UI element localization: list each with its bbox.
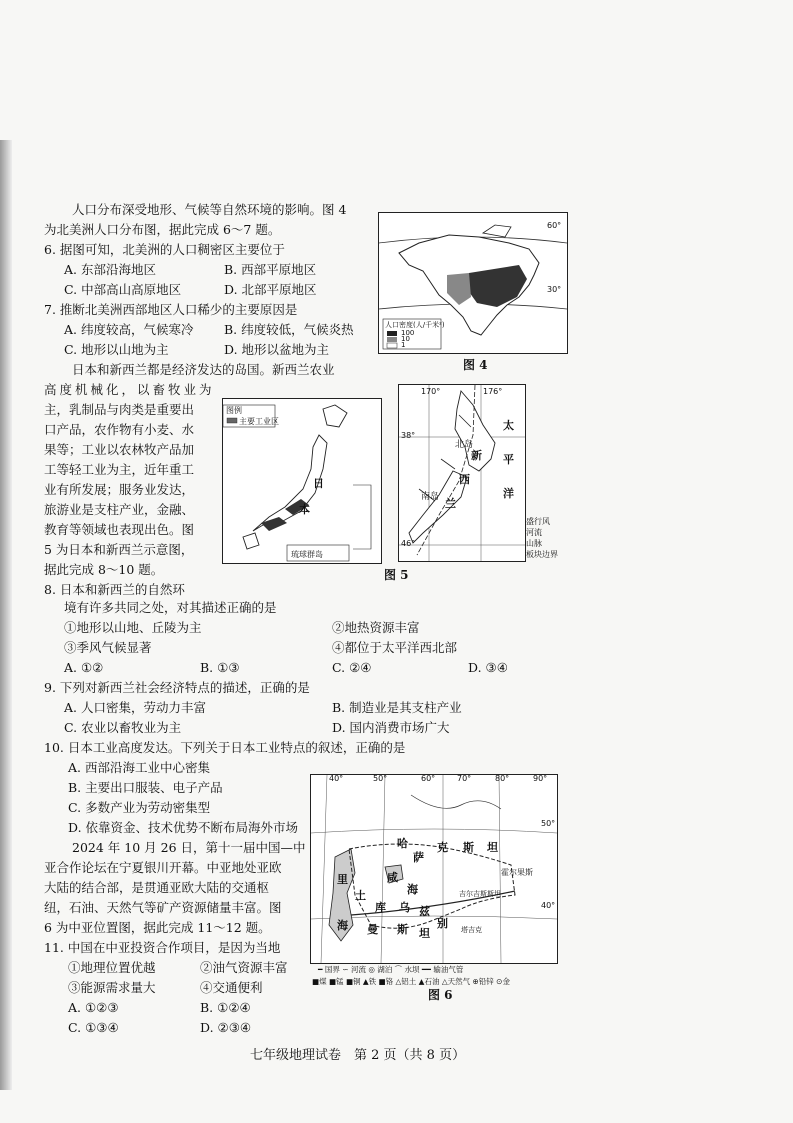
- fig6-label-tan: 坦: [487, 841, 498, 854]
- fig6-lat-50-label: 50°: [541, 819, 556, 828]
- fig6-khorgos-label: 霍尔果斯: [501, 868, 533, 877]
- fig6-label-hai2: 海: [407, 883, 418, 896]
- q10-option-b: B. 主要出口服装、电子产品: [68, 780, 223, 795]
- q8-option-b: B. ①③: [200, 660, 240, 675]
- q8-statement-1: ①地形以山地、丘陵为主: [64, 620, 202, 635]
- intro-2-line-1: 日本和新西兰都是经济发达的岛国。新西兰农业: [72, 362, 335, 377]
- fig5-japan-legend-title: 图例: [226, 406, 242, 415]
- scan-edge-shadow: [0, 140, 12, 1090]
- fig6-label-zi: 兹: [419, 905, 430, 918]
- q6-option-a: A. 东部沿海地区: [64, 262, 156, 277]
- fig6-kyrgyzstan-label: 吉尔吉斯斯坦: [459, 890, 501, 898]
- fig6-label-hai: 海: [337, 919, 348, 932]
- intro-3-line-5: 6 为中亚位置图，据此完成 11～12 题。: [44, 920, 271, 935]
- intro-2-line-10: 5 为日本和新西兰示意图，: [44, 542, 194, 557]
- fig4-lat-60-label: 60°: [547, 221, 562, 230]
- fig5-label-ben: 本: [299, 503, 310, 516]
- figure-5-new-zealand-map: [398, 384, 526, 562]
- intro-2-line-3: 主，乳制品与肉类是重要出: [44, 402, 195, 417]
- fig4-lat-30-label: 30°: [547, 285, 562, 294]
- fig6-lon-50-label: 50°: [373, 774, 388, 783]
- q8-option-d: D. ③④: [468, 660, 508, 675]
- fig5-legend-river: 河流: [526, 528, 542, 537]
- q11-option-a: A. ①②③: [68, 1000, 119, 1015]
- figure-5-legend: [524, 516, 584, 564]
- fig6-label-li: 里: [337, 873, 348, 886]
- intro-2-line-9: 教育等领域也表现出色。图: [44, 522, 195, 537]
- fig6-label-ke: 克: [437, 841, 448, 854]
- fig6-lon-60-label: 60°: [421, 774, 436, 783]
- fig4-legend-title: 人口密度(人/千米²): [385, 321, 445, 329]
- q10-option-d: D. 依靠资金、技术优势不断布局海外市场: [68, 820, 299, 835]
- fig6-lon-90-label: 90°: [533, 774, 548, 783]
- fig5-label-tai: 太: [503, 419, 514, 432]
- intro-2-line-7: 业有所发展；服务业发达，: [44, 482, 195, 497]
- fig6-label-man: 曼: [367, 923, 378, 936]
- q8-statement-4: ④都位于太平洋西北部: [332, 640, 458, 655]
- fig6-label-wu: 乌: [399, 901, 410, 914]
- q11-statement-2: ②油气资源丰富: [200, 960, 288, 975]
- intro-2-line-2: 高度机械化，以畜牧业为: [44, 382, 215, 397]
- fig6-lon-40-label: 40°: [329, 774, 344, 783]
- q8-option-c: C. ②④: [332, 660, 372, 675]
- q11-statement-4: ④交通便利: [200, 980, 263, 995]
- q8-statement-3: ③季风气候显著: [64, 640, 152, 655]
- fig6-label-xian: 咸: [387, 871, 398, 884]
- fig5-legend-wind: 盛行风: [526, 517, 550, 526]
- q10-option-a: A. 西部沿海工业中心密集: [68, 760, 210, 775]
- q9-stem: 9. 下列对新西兰社会经济特点的描述，正确的是: [44, 680, 310, 695]
- figure-5-caption: 图 5: [384, 568, 409, 582]
- fig5-lon-170-label: 170°: [421, 387, 441, 396]
- q11-stem: 11. 中国在中亚投资合作项目，是因为当地: [44, 940, 281, 955]
- fig4-legend-1: 1: [401, 341, 406, 349]
- page-footer: 七年级地理试卷 第 2 页（共 8 页）: [250, 1048, 466, 1063]
- q11-option-c: C. ①③④: [68, 1020, 119, 1035]
- fig6-label-sa: 萨: [413, 851, 424, 864]
- fig5-japan-legend-item: 主要工业区: [239, 417, 279, 426]
- q8-stem-line-1: 8. 日本和新西兰的自然环: [44, 582, 185, 597]
- figure-4-caption: 图 4: [463, 358, 488, 372]
- fig5-lat-46-label: 46°: [401, 539, 416, 548]
- intro-3-line-4: 纽，石油、天然气等矿产资源储量丰富。图: [44, 900, 282, 915]
- fig5-label-xin: 新: [471, 449, 482, 462]
- fig5-label-ping: 平: [503, 453, 514, 466]
- fig5-label-lan: 兰: [445, 497, 456, 510]
- intro-2-line-11: 据此完成 8～10 题。: [44, 562, 164, 577]
- fig6-label-si2: 斯: [397, 923, 408, 936]
- fig6-label-tan2: 坦: [419, 927, 430, 940]
- intro-1-line-2: 为北美洲人口分布图，据此完成 6～7 题。: [44, 222, 281, 237]
- fig6-label-bie: 别: [437, 917, 448, 930]
- q10-stem: 10. 日本工业高度发达。下列关于日本工业特点的叙述，正确的是: [44, 740, 406, 755]
- q9-option-d: D. 国内消费市场广大: [332, 720, 450, 735]
- intro-2-line-4: 口产品，农作物有小麦、水: [44, 422, 195, 437]
- figure-6-central-asia-map: [310, 774, 558, 964]
- q9-option-c: C. 农业以畜牧业为主: [64, 720, 182, 735]
- q7-option-a: A. 纬度较高，气候寒冷: [64, 322, 194, 337]
- intro-3-line-3: 大陆的结合部，是贯通亚欧大陆的交通枢: [44, 880, 270, 895]
- q6-option-c: C. 中部高山高原地区: [64, 282, 182, 297]
- fig5-legend-plate-boundary: 板块边界: [526, 550, 558, 559]
- q7-option-d: D. 地形以盆地为主: [224, 342, 330, 357]
- q10-option-c: C. 多数产业为劳动密集型: [68, 800, 211, 815]
- fig6-lon-80-label: 80°: [495, 774, 510, 783]
- q6-option-d: D. 北部平原地区: [224, 282, 317, 297]
- fig6-legend-line-1: ━ 国界 ∽ 河流 ◎ 湖泊 ⌒ 水坝 ━━ 输油气管: [318, 965, 464, 974]
- q11-option-b: B. ①②④: [200, 1000, 251, 1015]
- q11-statement-3: ③能源需求量大: [68, 980, 156, 995]
- figure-5-japan-map: [222, 398, 382, 564]
- fig6-tajik-label: 塔吉克: [461, 926, 482, 934]
- fig5-lon-176-label: 176°: [483, 387, 503, 396]
- q9-option-a: A. 人口密集，劳动力丰富: [64, 700, 206, 715]
- fig6-label-si: 斯: [463, 841, 474, 854]
- fig4-legend-100: 100: [401, 329, 415, 337]
- fig6-label-ha: 哈: [397, 837, 408, 850]
- q7-stem: 7. 推断北美洲西部地区人口稀少的主要原因是: [44, 302, 298, 317]
- fig6-lon-70-label: 70°: [457, 774, 472, 783]
- q9-option-b: B. 制造业是其支柱产业: [332, 700, 462, 715]
- fig6-label-ku: 库: [375, 901, 386, 914]
- fig5-label-ri: 日: [313, 477, 324, 490]
- intro-2-line-5: 果等；工业以农林牧产品加: [44, 442, 195, 457]
- q11-option-d: D. ②③④: [200, 1020, 252, 1035]
- q6-stem: 6. 据图可知，北美洲的人口稠密区主要位于: [44, 242, 285, 257]
- q8-stem-line-2: 境有许多共同之处，对其描述正确的是: [64, 600, 277, 615]
- intro-3-line-2: 亚合作论坛在宁夏银川开幕。中亚地处亚欧: [44, 860, 282, 875]
- fig5-label-xi: 西: [459, 473, 470, 486]
- q7-option-c: C. 地形以山地为主: [64, 342, 169, 357]
- q7-option-b: B. 纬度较低，气候炎热: [224, 322, 354, 337]
- q11-statement-1: ①地理位置优越: [68, 960, 156, 975]
- fig5-ryukyu-label: 琉球群岛: [291, 550, 323, 559]
- figure-4-north-america-map: [378, 212, 568, 354]
- figure-6-caption: 图 6: [428, 988, 453, 1002]
- fig6-label-tu: 土: [355, 889, 366, 902]
- fig6-legend-line-2: ■煤 ■锰 ■铜 ▲铁 ■铬 △铝土 ▲石油 △天然气 ⊕铅锌 ⊙金: [312, 977, 510, 986]
- fig5-label-yang: 洋: [503, 487, 514, 500]
- fig5-south-island-label: 南岛: [421, 492, 440, 502]
- q8-option-a: A. ①②: [64, 660, 104, 675]
- fig5-lat-38-label: 38°: [401, 431, 416, 440]
- fig5-north-island-label: 北岛: [455, 440, 474, 450]
- intro-3-line-1: 2024 年 10 月 26 日，第十一届中国—中: [72, 840, 306, 855]
- fig5-legend-mountain: 山脉: [526, 539, 542, 548]
- fig6-lat-40-label: 40°: [541, 901, 556, 910]
- fig4-legend-10: 10: [401, 335, 410, 343]
- intro-1-line-1: 人口分布深受地形、气候等自然环境的影响。图 4: [72, 202, 347, 217]
- intro-2-line-8: 旅游业是支柱产业，金融、: [44, 502, 195, 517]
- intro-2-line-6: 工等轻工业为主，近年重工: [44, 462, 195, 477]
- q8-statement-2: ②地热资源丰富: [332, 620, 420, 635]
- q6-option-b: B. 西部平原地区: [224, 262, 317, 277]
